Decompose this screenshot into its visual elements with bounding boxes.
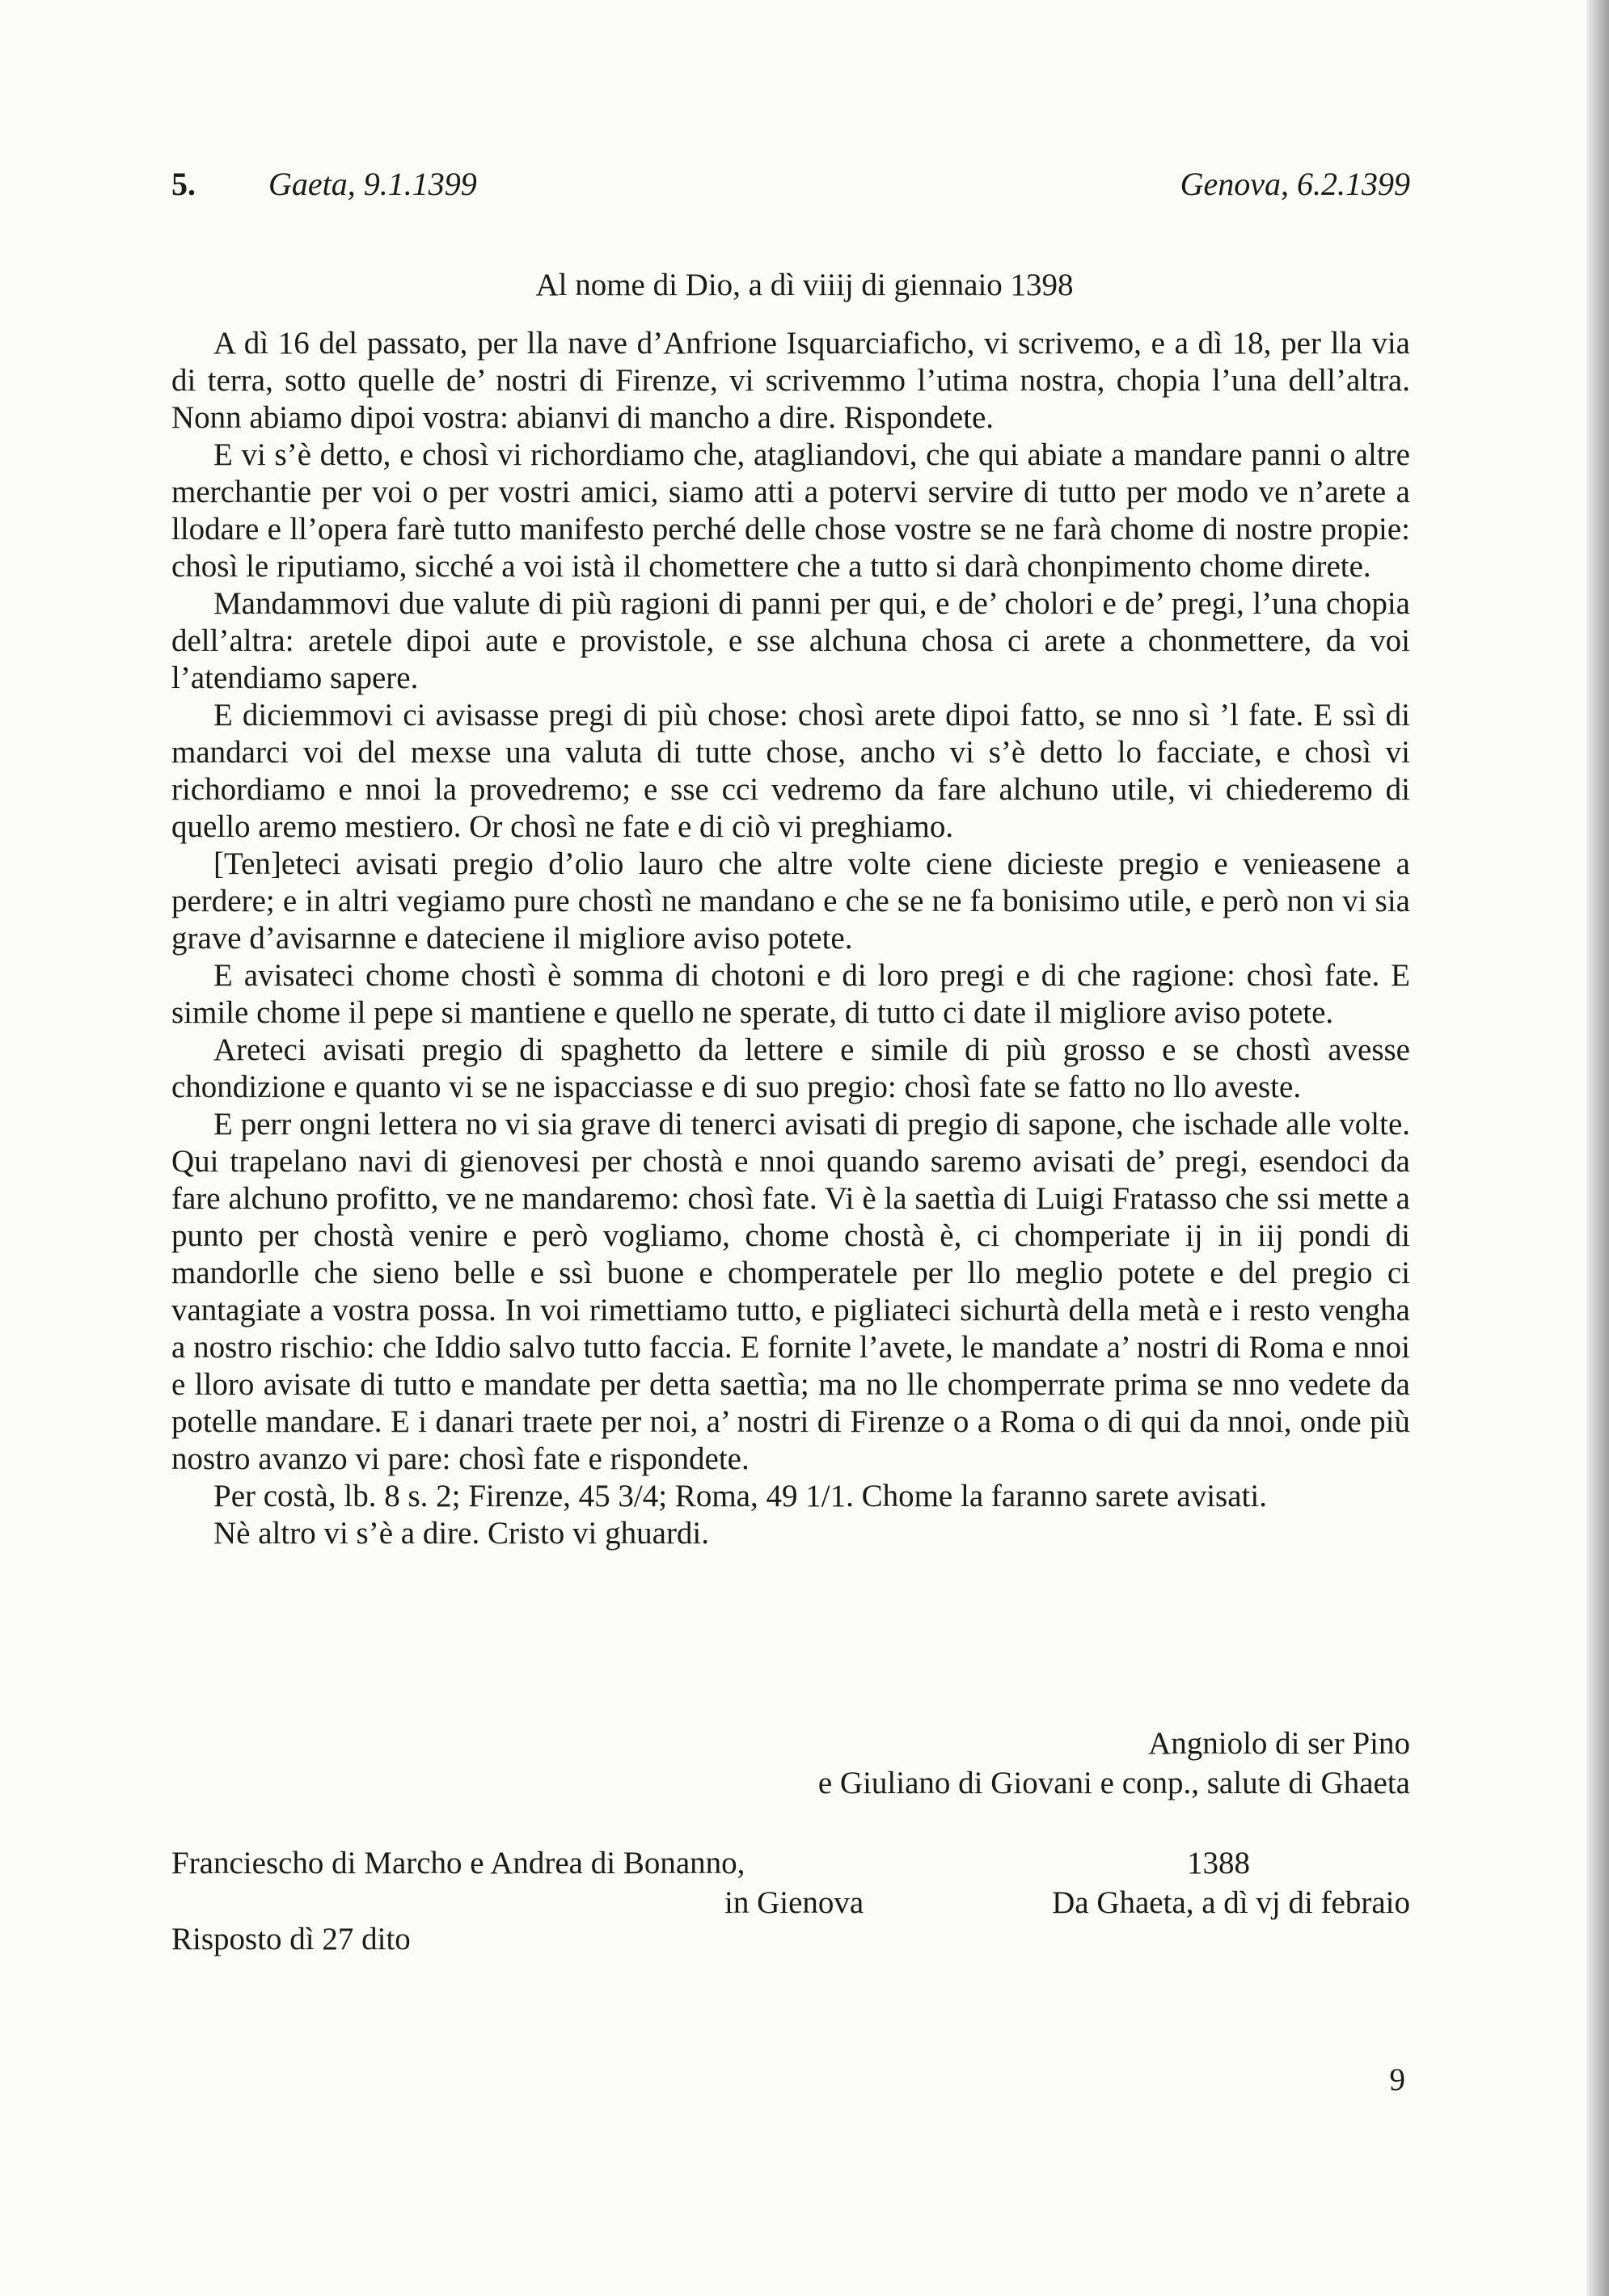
paragraph: Mandammovi due valute di più ragioni di panni per qui, e de’ cholori e de’ pregi, l’una chopia dell’altra: aretele dipoi aute e provistole, e sse alchuna chosa ci arete a chonmettere, da voi l’atendiamo sapere. bbox=[171, 586, 1410, 695]
dispatch-date: Da Ghaeta, a dì vj di febraio bbox=[1052, 1885, 1410, 1920]
paragraph: E diciemmovi ci avisasse pregi di più chose: chosì arete dipoi fatto, se nno sì ’l fate. E ssì di mandarci voi del mexse una valuta di tutte chose, ancho vi s’è detto lo facciate, e chosì vi richordiamo e nnoi la provedremo; e sse cci vedremo da fare alchuno utile, vi chiederemo di quello aremo mestiero. Or chosì ne fate e di ciò vi preghiamo. bbox=[171, 698, 1410, 844]
paragraph: E avisateci chome chostì è somma di chotoni e di loro pregi e di che ragione: chosì fate. E simile chome il pepe si mantiene e quello ne sperate, di tutto ci date il migliore aviso potete. bbox=[171, 958, 1410, 1030]
signature-line: Angniolo di ser Pino bbox=[1148, 1726, 1410, 1761]
document-header bbox=[171, 165, 1410, 210]
dispatch-year: 1388 bbox=[1187, 1846, 1250, 1880]
paragraph: A dì 16 del passato, per lla nave d’Anfrione Isquarciaficho, vi scrivemo, e a dì 18, per lla via di terra, sotto quelle de’ nostri di Firenze, vi scrivemmo l’utima nostra, chopia l’una dell’altra. Nonn abiamo dipoi vostra: abianvi di mancho a dire. Rispondete. bbox=[171, 326, 1410, 435]
answered-note: Risposto dì 27 dito bbox=[171, 1922, 411, 1956]
paragraph: Per costà, lb. 8 s. 2; Firenze, 45 3/4; Roma, 49 1/1. Chome la faranno sarete avisati. bbox=[213, 1479, 1267, 1513]
recipient-city: in Gienova bbox=[724, 1885, 864, 1920]
paragraph: Nè altro vi s’è a dire. Cristo vi ghuardi. bbox=[213, 1516, 710, 1551]
paragraph: [Ten]eteci avisati pregio d’olio lauro che altre volte ciene dicieste pregio e venieasene a perdere; e in altri vegiamo pure chostì ne mandano e che se ne fa bonisimo utile, e però non vi sia grave d’avisarnne e dateciene il migliore aviso potete. bbox=[171, 846, 1410, 956]
document-number: 5. bbox=[171, 166, 196, 202]
paragraph: Areteci avisati pregio di spaghetto da lettere e simile di più grosso e se chostì avesse chondizione e quanto vi se ne ispacciasse e di suo pregio: chosì fate se fatto no llo aveste. bbox=[171, 1032, 1410, 1104]
page-number: 9 bbox=[1389, 2062, 1405, 2097]
paragraph: E perr ongni lettera no vi sia grave di tenerci avisati di pregio di sapone, che ischade alle volte. Qui trapelano navi di gienovesi per chostà e nnoi quando saremo avisati de’ pregi, esendoci da fare alchuno profitto, ve ne mandaremo: chosì fate. Vi è la saettìa di Luigi Fratasso che ssi mette a punto per chostà venire e però vogliamo, chome chostà è, ci chomperiate ij in iij pondi di mandorlle che sieno belle e ssì buone e chomperatele per llo meglio potete e del pregio ci vantagiate a vostra possa. In voi rimettiamo tutto, e pigliateci sichurtà della metà e i resto vengha a nostro rischio: che Iddio salvo tutto faccia. E fornite l’avete, le mandate a’ nostri di Roma e nnoi e lloro avisate di tutto e mandate per detta saettìa; ma no lle chomperrate prima se nno vedete da potelle mandare. E i danari traete per noi, a’ nostri di Firenze o a Roma o di qui da nnoi, onde più nostro avanzo vi pare: chosì fate e rispondete. bbox=[171, 1107, 1410, 1476]
destination-place-date: Genova, 6.2.1399 bbox=[1180, 166, 1410, 202]
signature-block bbox=[818, 1724, 1410, 1803]
paragraph: E vi s’è detto, e chosì vi richordiamo che, atagliandovi, che qui abiate a mandare panni o altre merchantie per voi o per vostri amici, siamo atti a potervi servire di tutto per modo ve n’arete a llodare e ll’opera farè tutto manifesto perché delle chose vostre se ne farà chome di nostre propie: chosì le riputiamo, sicché a voi istà il chomettere che a tutto si darà chonpimento chome direte. bbox=[171, 437, 1410, 584]
signature-line: e Giuliano di Giovani e conp., salute di Ghaeta bbox=[817, 1766, 1410, 1800]
origin-place-date: Gaeta, 9.1.1399 bbox=[268, 166, 477, 202]
letter-body bbox=[171, 325, 1410, 1552]
scan-edge-shadow bbox=[1586, 0, 1609, 2296]
letter-salutation: Al nome di Dio, a dì viiij di giennaio 1398 bbox=[535, 268, 1074, 302]
recipient-name: Franciescho di Marcho e Andrea di Bonanno, bbox=[171, 1846, 745, 1880]
